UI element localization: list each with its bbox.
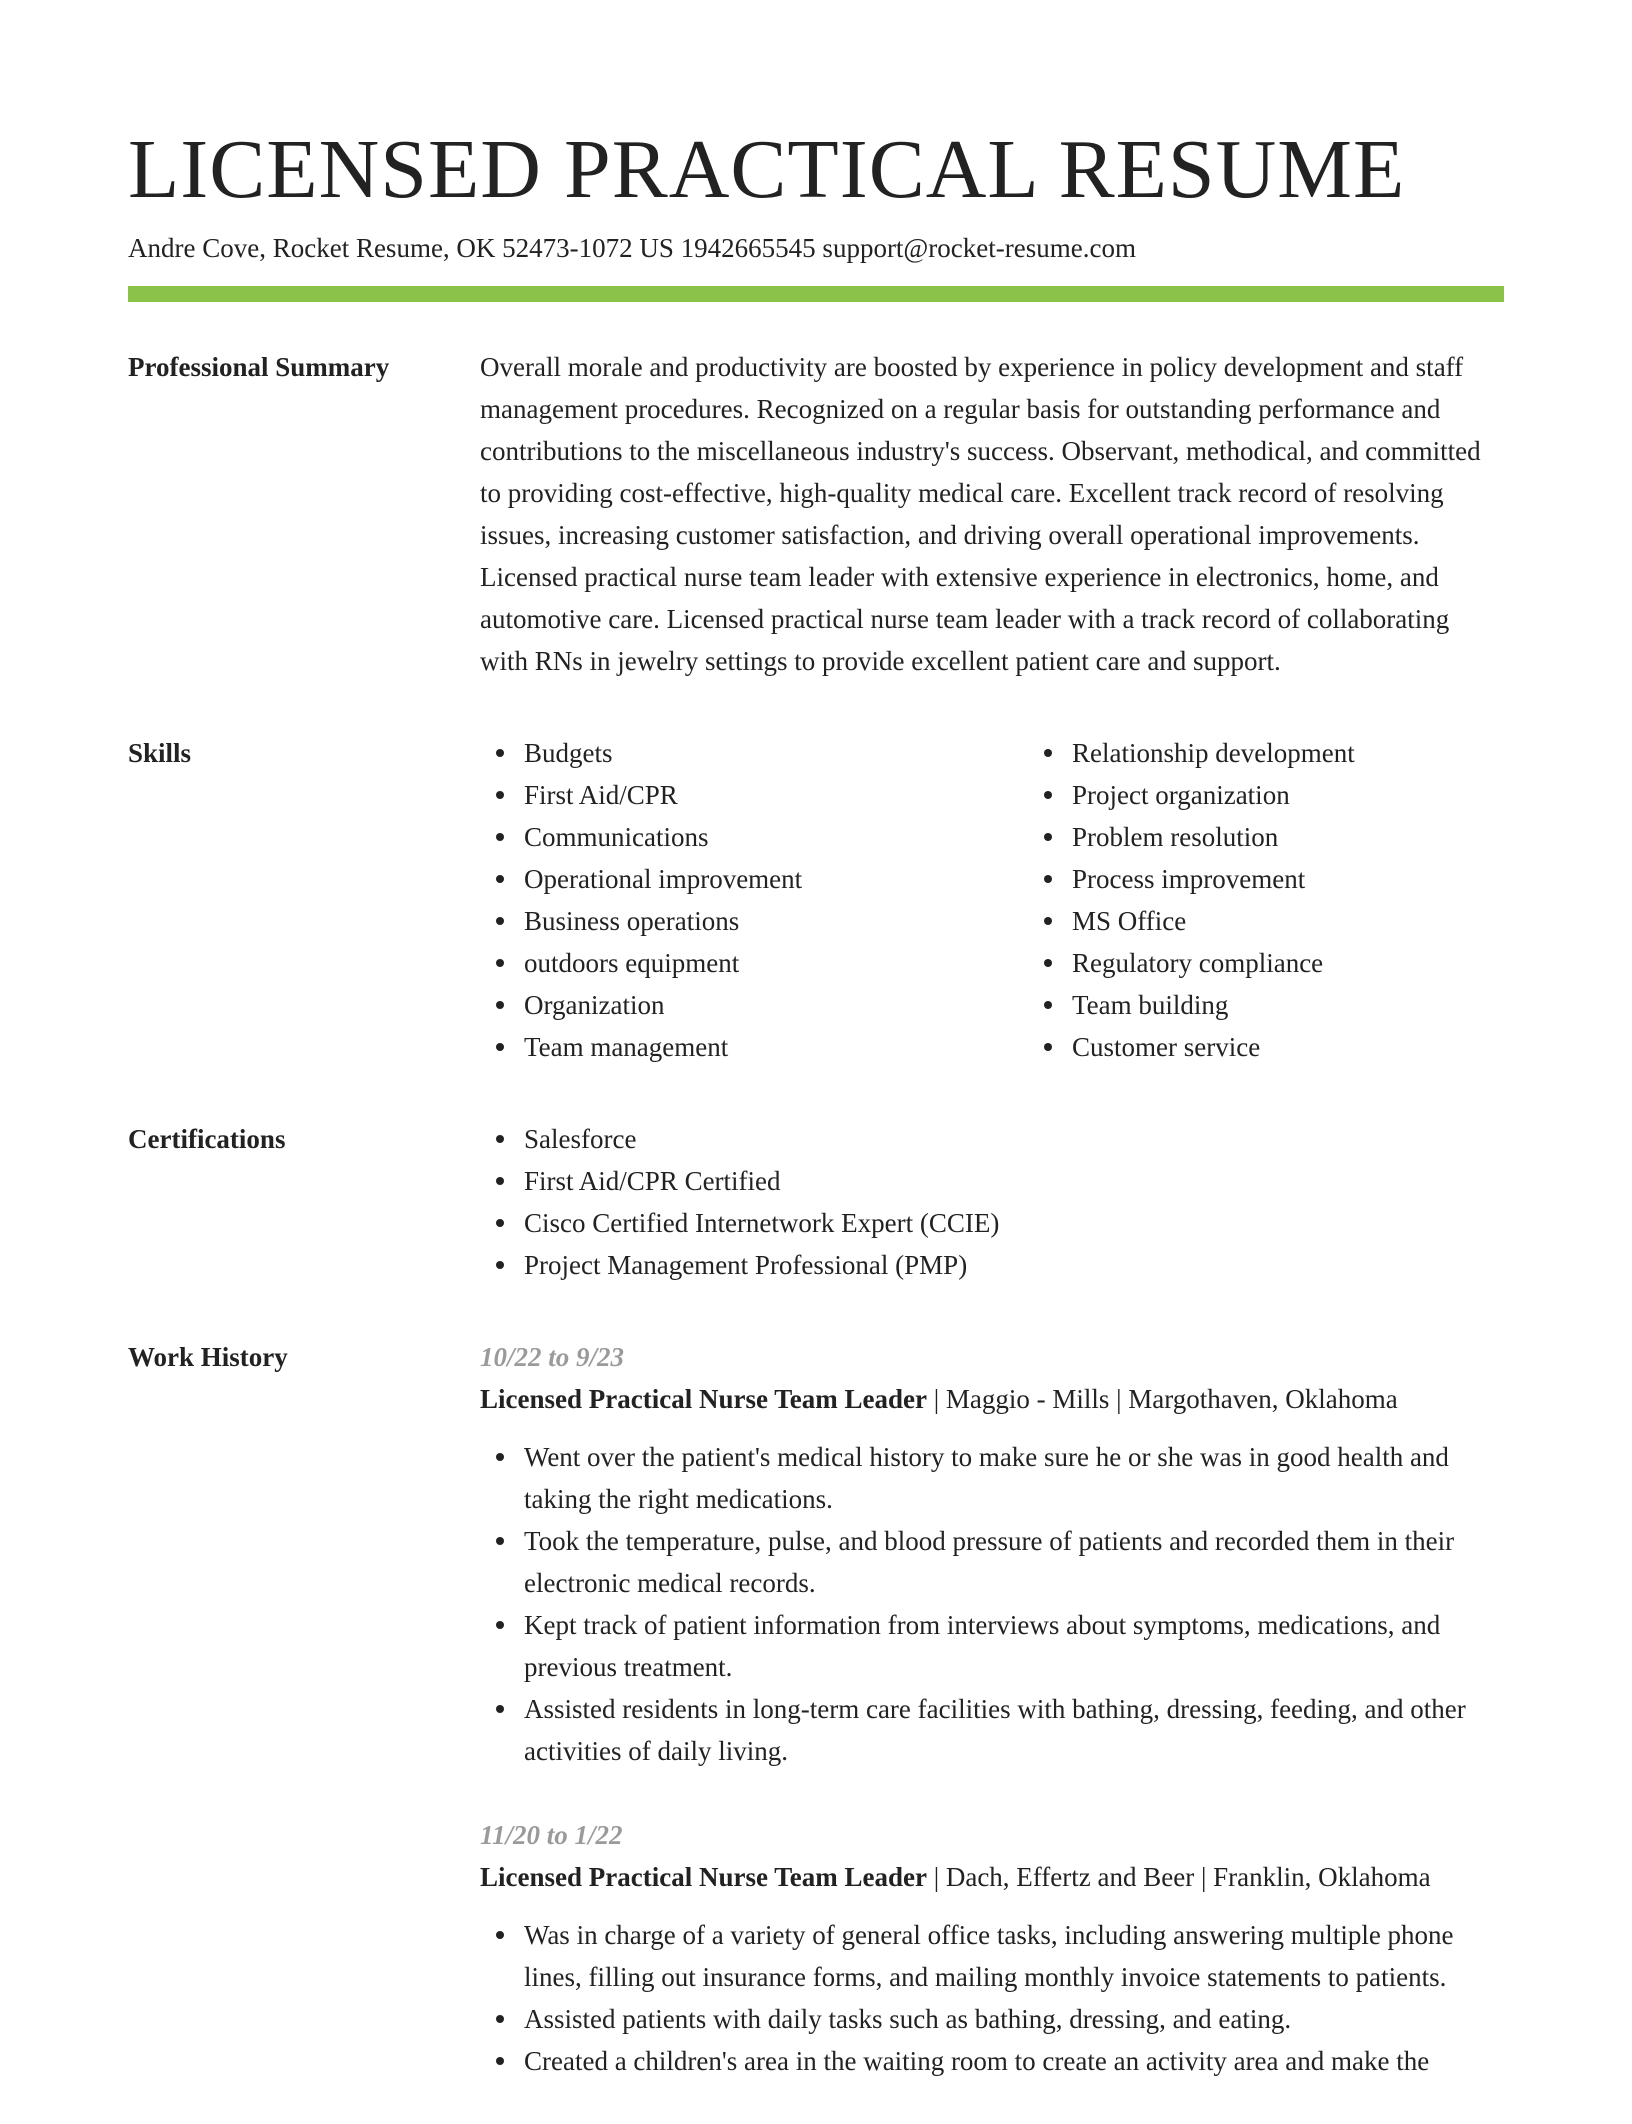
job-duties-list [480,1914,1504,2082]
skills-section [128,732,1504,1068]
job-dates: 10/22 to 9/23 [480,1342,625,1372]
resume-page [128,120,1504,2124]
skill-item: Communications [524,816,1028,858]
skill-item: Organization [524,984,1028,1026]
skill-item: Problem resolution [1072,816,1504,858]
contact-line: Andre Cove, Rocket Resume, OK 52473-1072 US 1942665545 support@rocket-resume.com [128,233,1136,263]
skill-item: Team management [524,1026,1028,1068]
job-duty: Went over the patient's medical history to make sure he or she was in good health and taking the right medications. [524,1436,1504,1520]
job-title: Licensed Practical Nurse Team Leader [480,1384,927,1414]
job-duty: Created a children's area in the waiting room to create an activity area and make the [524,2040,1504,2082]
summary-section [128,346,1504,682]
summary-text: Overall morale and productivity are boosted by experience in policy development and staff management procedures. Recognized on a regular basis for outstanding performance and contributions to the miscellaneous industry's success. Observant, methodical, and committed to providing cost-effective, high-quality medical care. Excellent track record of resolving issues, increasing customer satisfaction, and driving overall operational improvements. Licensed practical nurse team leader with extensive experience in electronics, home, and automotive care. Licensed practical nurse team leader with a track record of collaborating with RNs in jewelry settings to provide excellent patient care and support. [480,352,1481,676]
skill-item: Budgets [524,732,1028,774]
skills-list-col2 [1028,732,1504,1068]
job-title: Licensed Practical Nurse Team Leader [480,1862,927,1892]
job-duty: Took the temperature, pulse, and blood pressure of patients and recorded them in their electronic medical records. [524,1520,1504,1604]
skill-item: First Aid/CPR [524,774,1028,816]
certification-item: Cisco Certified Internetwork Expert (CCIE) [524,1202,1504,1244]
job-employer-location: | Maggio - Mills | Margothaven, Oklahoma [926,1384,1398,1414]
skill-item: Relationship development [1072,732,1504,774]
work-history-section [128,1336,1504,2124]
skill-item: Business operations [524,900,1028,942]
job-dates: 11/20 to 1/22 [480,1820,623,1850]
skill-item: Team building [1072,984,1504,1026]
skill-item: MS Office [1072,900,1504,942]
skills-list-col1 [480,732,1028,1068]
certification-item: Project Management Professional (PMP) [524,1244,1504,1286]
job-duty: Kept track of patient information from interviews about symptoms, medications, and previous treatment. [524,1604,1504,1688]
job-entry [480,1814,1504,2082]
skill-item: Process improvement [1072,858,1504,900]
section-title-skills: Skills [128,738,192,768]
certifications-list [480,1118,1504,1286]
job-entry [480,1336,1504,1772]
skill-item: Project organization [1072,774,1504,816]
section-title-work-history: Work History [128,1342,288,1372]
job-duties-list [480,1436,1504,1772]
certification-item: First Aid/CPR Certified [524,1160,1504,1202]
accent-divider [128,286,1504,302]
section-title-summary: Professional Summary [128,352,390,382]
certifications-section [128,1118,1504,1286]
job-employer-location: | Dach, Effertz and Beer | Franklin, Oklahoma [926,1862,1431,1892]
resume-title: LICENSED PRACTICAL RESUME [128,123,1406,216]
job-heading [480,1378,1504,1420]
certification-item: Salesforce [524,1118,1504,1160]
skill-item: Regulatory compliance [1072,942,1504,984]
job-heading [480,1856,1504,1898]
section-title-certifications: Certifications [128,1124,286,1154]
skill-item: Customer service [1072,1026,1504,1068]
job-duty: Was in charge of a variety of general office tasks, including answering multiple phone lines, filling out insurance forms, and mailing monthly invoice statements to patients. [524,1914,1504,1998]
job-duty: Assisted residents in long-term care facilities with bathing, dressing, feeding, and other activities of daily living. [524,1688,1504,1772]
skill-item: Operational improvement [524,858,1028,900]
skill-item: outdoors equipment [524,942,1028,984]
job-duty: Assisted patients with daily tasks such as bathing, dressing, and eating. [524,1998,1504,2040]
